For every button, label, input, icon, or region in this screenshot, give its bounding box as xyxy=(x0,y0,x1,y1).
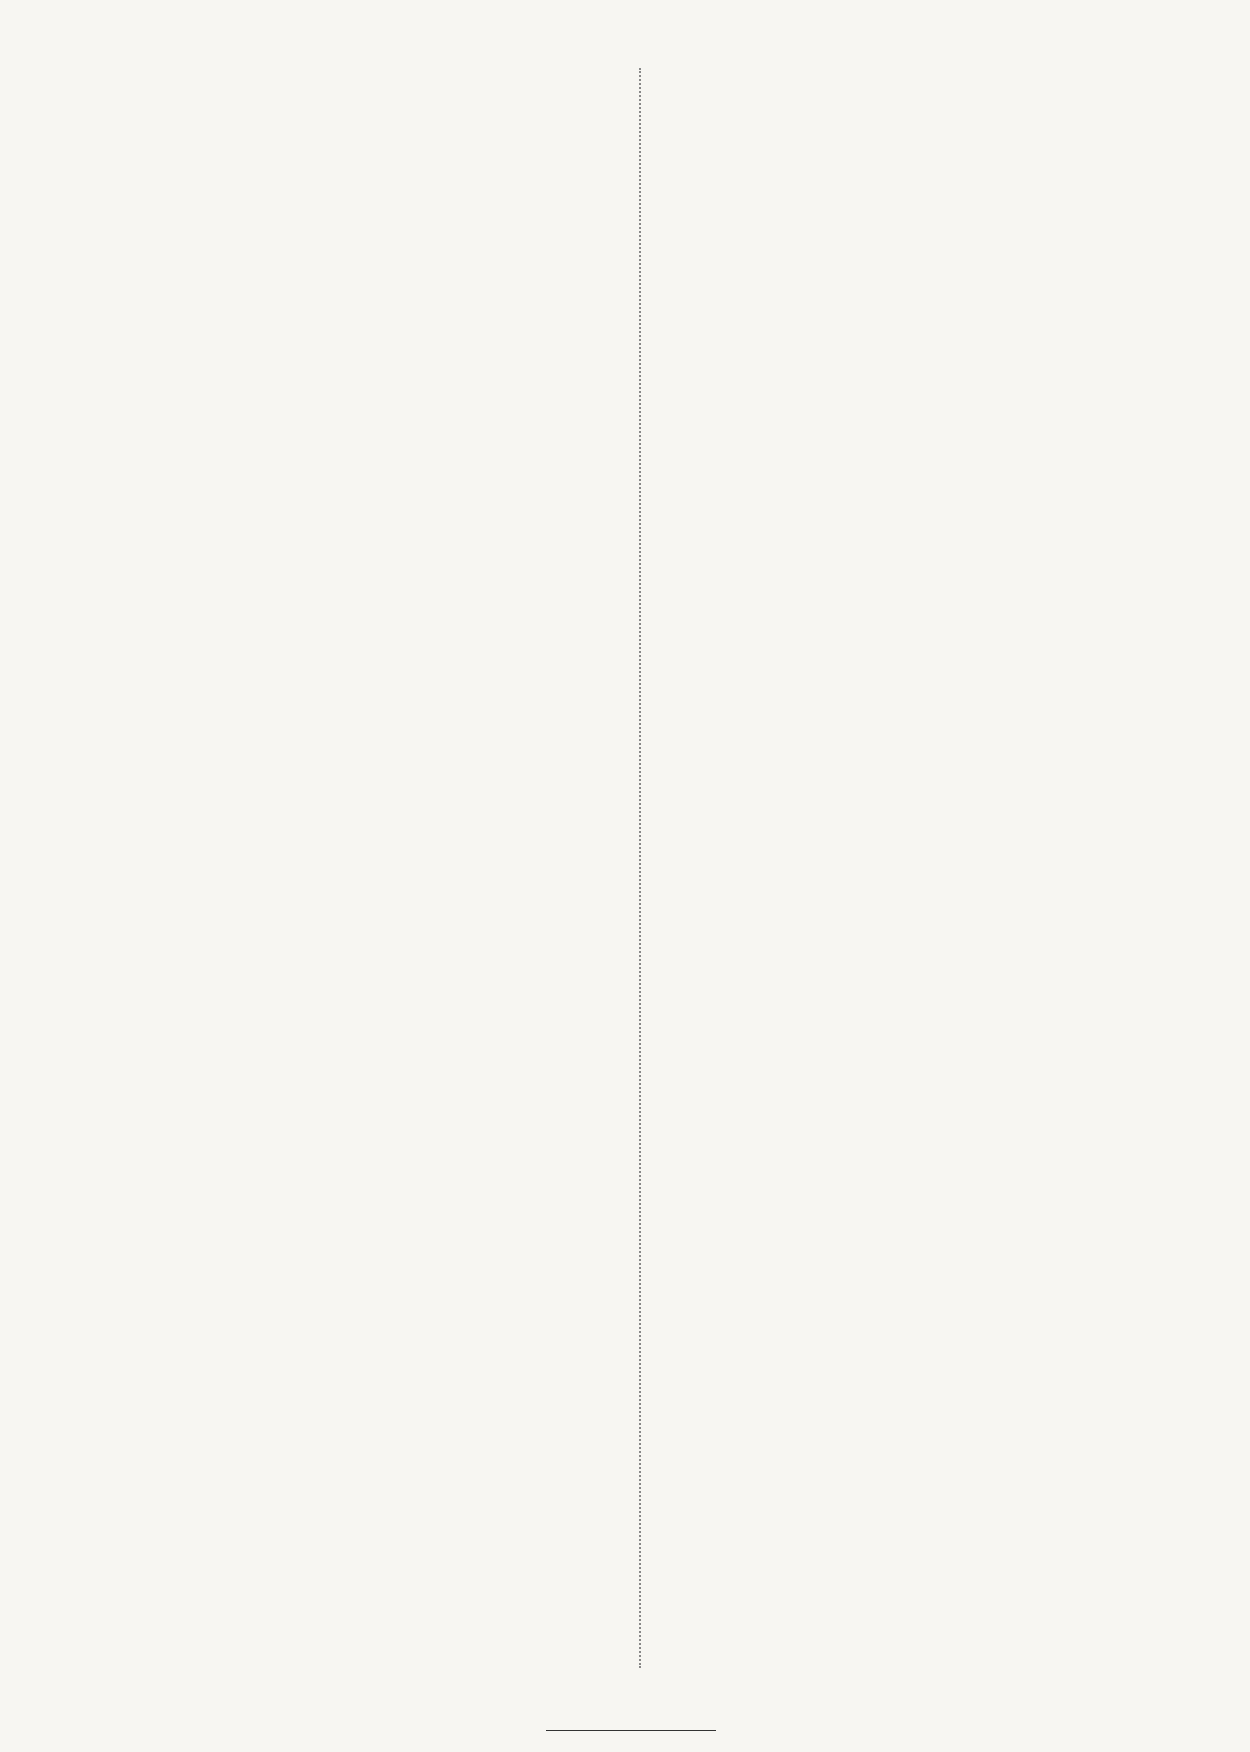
left-column xyxy=(100,62,628,122)
column-divider xyxy=(639,68,641,1668)
footer-rule xyxy=(546,1730,716,1731)
section-heading xyxy=(100,76,628,112)
right-column xyxy=(652,62,1168,66)
